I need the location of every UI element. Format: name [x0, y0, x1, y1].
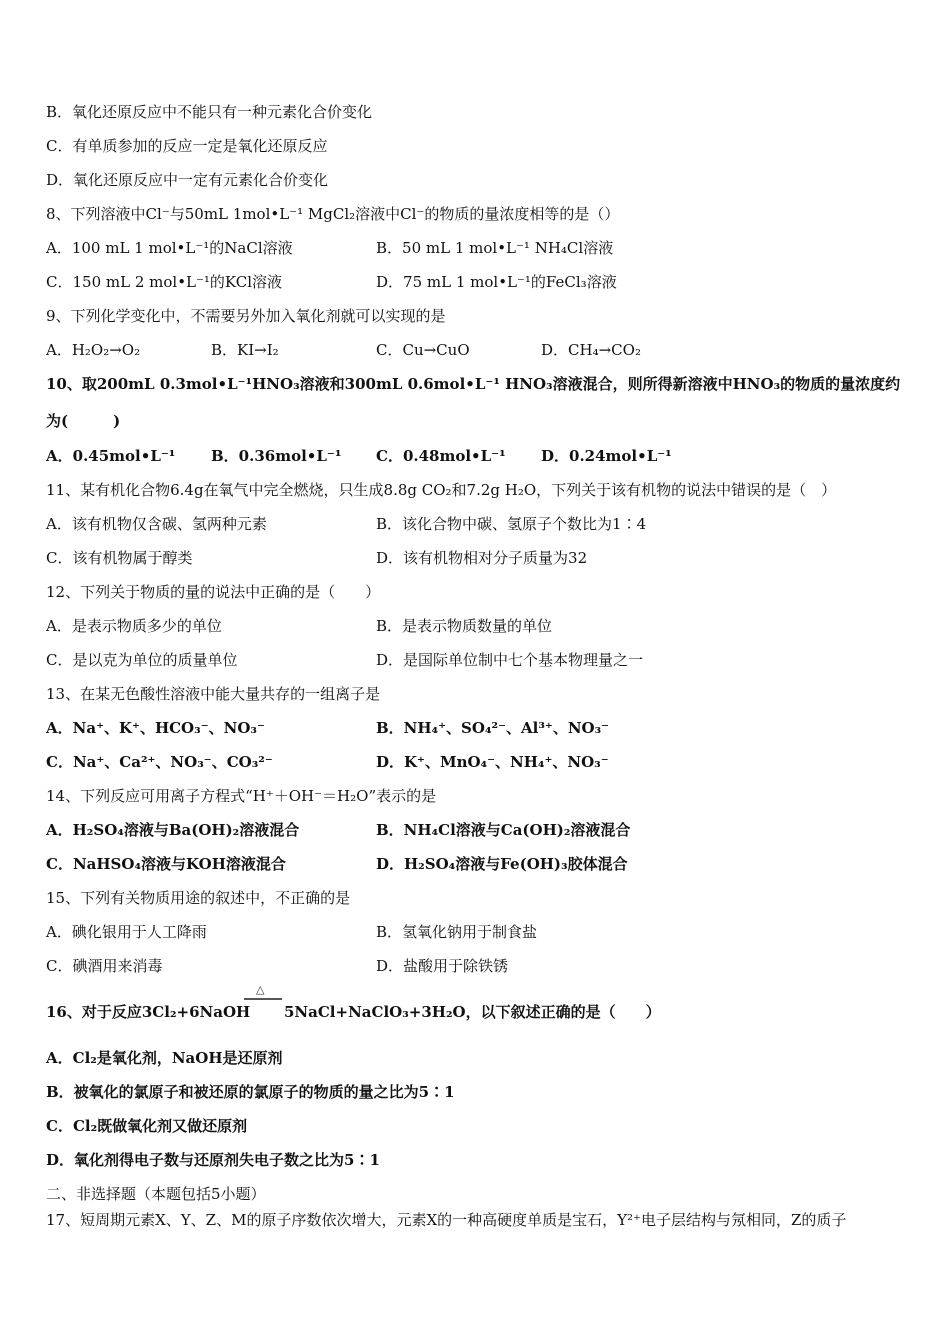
section-heading: 二、非选择题（本题包括5小题）: [46, 1185, 266, 1203]
q14-option-c: C．NaHSO₄溶液与KOH溶液混合: [46, 855, 286, 873]
q11-option-d: D．该有机物相对分子质量为32: [376, 549, 588, 567]
q16-option-b: B．被氧化的氯原子和被还原的氯原子的物质的量之比为5∶1: [46, 1083, 455, 1101]
q9-option-a: A．H₂O₂→O₂: [46, 341, 141, 359]
q14-option-a: A．H₂SO₄溶液与Ba(OH)₂溶液混合: [46, 821, 300, 839]
q15-option-b: B．氢氧化钠用于制食盐: [376, 923, 538, 941]
q16-stem-right: 5NaCl+NaClO₃+3H₂O，以下叙述正确的是（ ）: [284, 1003, 661, 1021]
q16-option-c: C．Cl₂既做氧化剂又做还原剂: [46, 1117, 248, 1135]
q15-option-a: A．碘化银用于人工降雨: [46, 923, 207, 941]
q14-stem: 14、下列反应可用离子方程式“H⁺＋OH⁻＝H₂O”表示的是: [46, 787, 437, 805]
q8-option-d: D．75 mL 1 mol•L⁻¹的FeCl₃溶液: [376, 273, 617, 291]
q9-option-b: B．KI→I₂: [211, 341, 279, 359]
q12-option-b: B．是表示物质数量的单位: [376, 617, 553, 635]
q8-option-b: B．50 mL 1 mol•L⁻¹ NH₄Cl溶液: [376, 239, 614, 257]
q7-option-b: B．氧化还原反应中不能只有一种元素化合价变化: [46, 103, 373, 121]
q13-stem: 13、在某无色酸性溶液中能大量共存的一组离子是: [46, 685, 381, 703]
q17-stem: 17、短周期元素X、Y、Z、M的原子序数依次增大，元素X的一种高硬度单质是宝石，Y²⁺电子层结构与氖相同，Z的质子: [46, 1211, 847, 1229]
q9-option-c: C．Cu→CuO: [376, 341, 470, 359]
q7-option-d: D．氧化还原反应中一定有元素化合价变化: [46, 171, 329, 189]
q13-option-a: A．Na⁺、K⁺、HCO₃⁻、NO₃⁻: [46, 719, 265, 737]
equals-bar: [244, 998, 282, 1000]
q11-option-b: B．该化合物中碳、氢原子个数比为1∶4: [376, 515, 647, 533]
q11-stem: 11、某有机化合物6.4g在氧气中完全燃烧，只生成8.8g CO₂和7.2g H₂O，下列关于该有机物的说法中错误的是（ ）: [46, 481, 837, 499]
q12-option-c: C．是以克为单位的质量单位: [46, 651, 238, 669]
q9-option-d: D．CH₄→CO₂: [541, 341, 641, 359]
q9-stem: 9、下列化学变化中，不需要另外加入氧化剂就可以实现的是: [46, 307, 446, 325]
q8-option-a: A．100 mL 1 mol•L⁻¹的NaCl溶液: [46, 239, 293, 257]
q12-option-d: D．是国际单位制中七个基本物理量之一: [376, 651, 644, 669]
q11-option-c: C．该有机物属于醇类: [46, 549, 193, 567]
q13-option-c: C．Na⁺、Ca²⁺、NO₃⁻、CO₃²⁻: [46, 753, 273, 771]
q15-stem: 15、下列有关物质用途的叙述中，不正确的是: [46, 889, 351, 907]
q16-option-a: A．Cl₂是氧化剂，NaOH是还原剂: [46, 1049, 283, 1067]
q8-stem: 8、下列溶液中Cl⁻与50mL 1mol•L⁻¹ MgCl₂溶液中Cl⁻的物质的量浓度相等的是（）: [46, 205, 620, 223]
q14-option-b: B．NH₄Cl溶液与Ca(OH)₂溶液混合: [376, 821, 631, 839]
q13-option-b: B．NH₄⁺、SO₄²⁻、Al³⁺、NO₃⁻: [376, 719, 610, 737]
q15-option-d: D．盐酸用于除铁锈: [376, 957, 509, 975]
q10-stem-line2: 为( ): [46, 412, 121, 430]
q10-option-c: C．0.48mol•L⁻¹: [376, 447, 506, 465]
q11-option-a: A．该有机物仅含碳、氢两种元素: [46, 515, 267, 533]
q15-option-c: C．碘酒用来消毒: [46, 957, 163, 975]
q10-option-d: D．0.24mol•L⁻¹: [541, 447, 672, 465]
heat-triangle-icon: △: [256, 983, 265, 996]
q12-option-a: A．是表示物质多少的单位: [46, 617, 222, 635]
q10-stem-line1: 10、取200mL 0.3mol•L⁻¹HNO₃溶液和300mL 0.6mol•L⁻¹ HNO₃溶液混合，则所得新溶液中HNO₃的物质的量浓度约: [46, 375, 901, 393]
q16-stem-left: 16、对于反应3Cl₂+6NaOH: [46, 1003, 251, 1021]
q12-stem: 12、下列关于物质的量的说法中正确的是（ ）: [46, 583, 381, 601]
q14-option-d: D．H₂SO₄溶液与Fe(OH)₃胶体混合: [376, 855, 628, 873]
q10-option-b: B．0.36mol•L⁻¹: [211, 447, 342, 465]
q8-option-c: C．150 mL 2 mol•L⁻¹的KCl溶液: [46, 273, 283, 291]
q16-option-d: D．氧化剂得电子数与还原剂失电子数之比为5∶1: [46, 1151, 380, 1169]
reaction-condition-arrow: [244, 984, 282, 1004]
q13-option-d: D．K⁺、MnO₄⁻、NH₄⁺、NO₃⁻: [376, 753, 609, 771]
q10-option-a: A．0.45mol•L⁻¹: [46, 447, 176, 465]
q7-option-c: C．有单质参加的反应一定是氧化还原反应: [46, 137, 328, 155]
